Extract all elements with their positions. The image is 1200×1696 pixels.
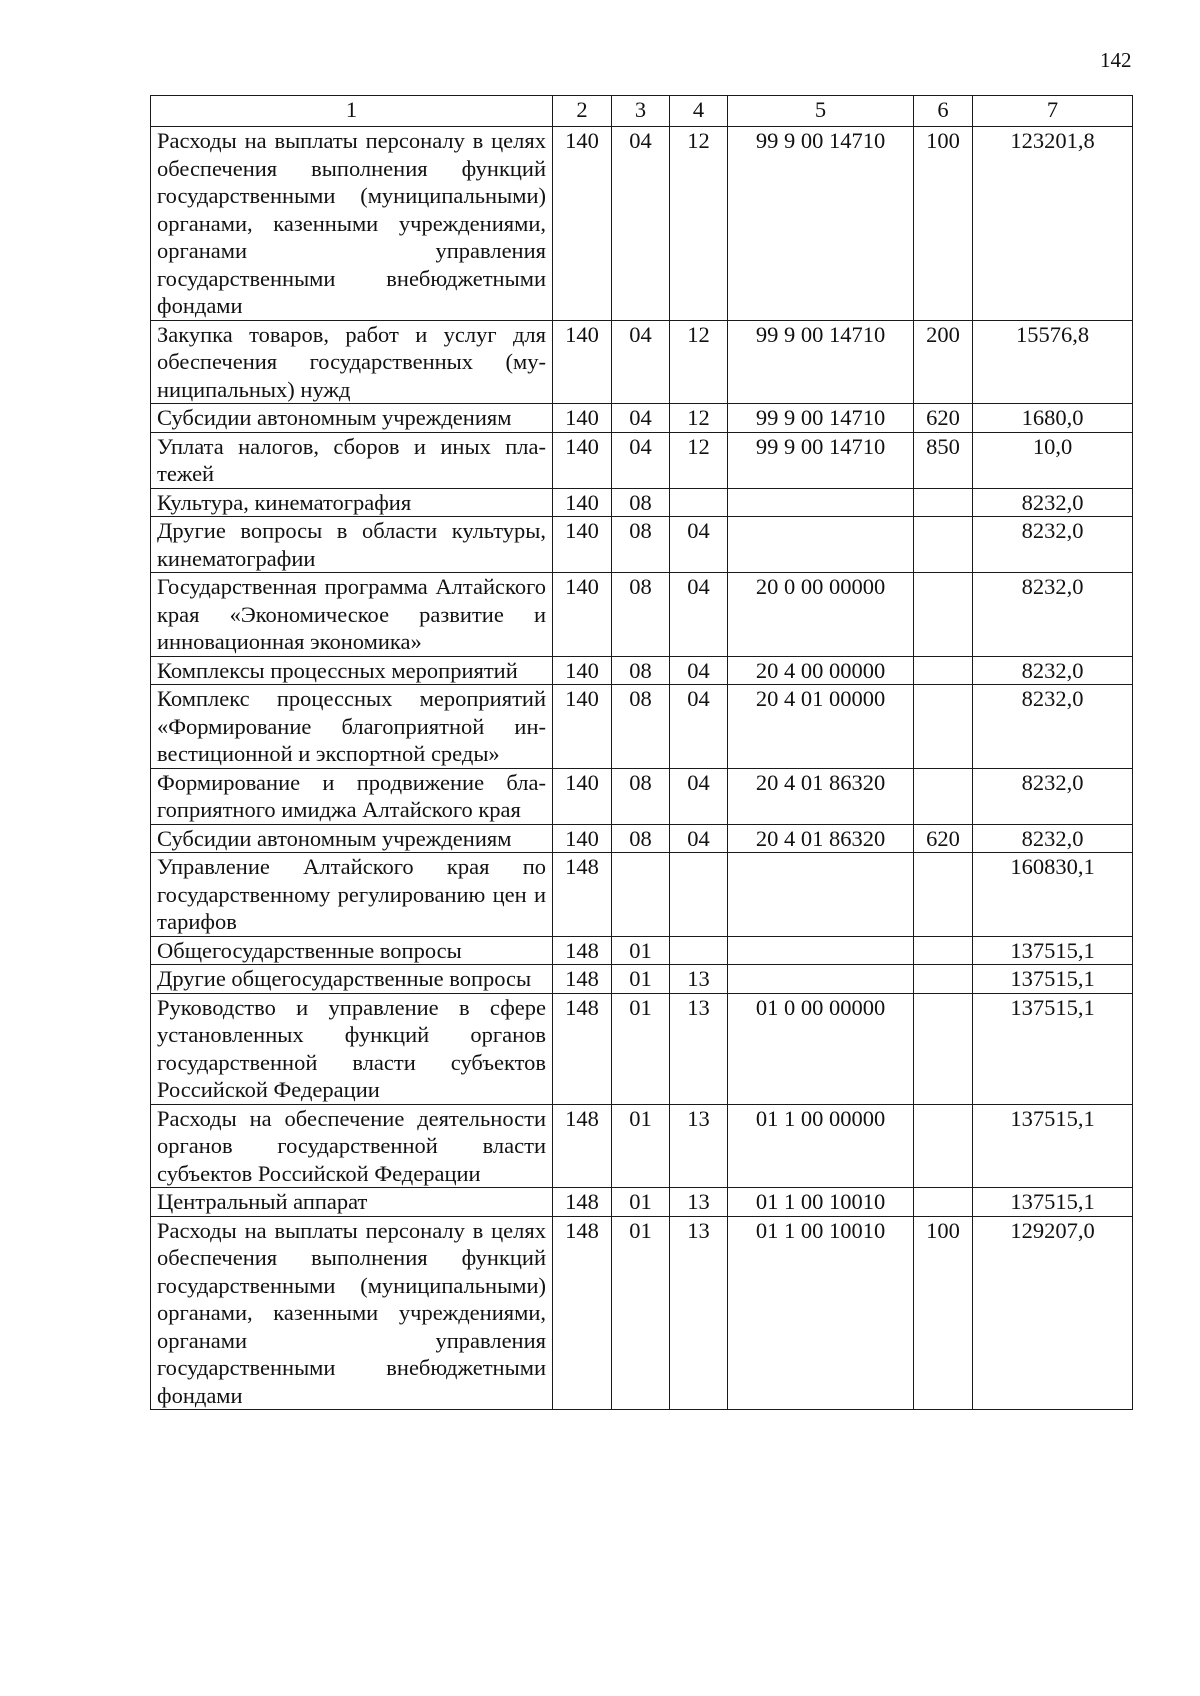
ministry-code: 140 [553,824,612,853]
target-article-code [728,853,914,937]
subsection-code: 12 [670,432,728,488]
ministry-code: 148 [553,1216,612,1410]
target-article-code: 20 4 00 00000 [728,656,914,685]
item-name: Управление Алтайского края по государственному регулированию цен и тарифов [151,853,553,937]
expense-type-code [914,965,973,994]
item-name: Закупка товаров, работ и услуг для обеспечения государственных (муниципальных) нужд [151,320,553,404]
expense-type-code [914,685,973,769]
subsection-code: 13 [670,993,728,1104]
section-code: 01 [612,965,670,994]
column-header: 2 [553,96,612,127]
item-name: Субсидии автономным учреждениям [151,404,553,433]
section-code: 08 [612,517,670,573]
subsection-code: 04 [670,573,728,657]
expense-type-code [914,993,973,1104]
amount-value: 137515,1 [973,936,1133,965]
subsection-code [670,853,728,937]
item-name: Расходы на выплаты персоналу в целях обеспечения выполнения функций государственными (муниципальными) органами, казенными учреждениями, органами управления государственными внебюджетными фондами [151,1216,553,1410]
ministry-code: 148 [553,993,612,1104]
subsection-code [670,936,728,965]
table-body [151,127,1133,1410]
section-code: 01 [612,1188,670,1217]
expense-type-code: 200 [914,320,973,404]
amount-value: 8232,0 [973,824,1133,853]
target-article-code: 01 1 00 10010 [728,1216,914,1410]
item-name: Формирование и продвижение благоприятного имиджа Алтайского края [151,768,553,824]
ministry-code: 140 [553,685,612,769]
budget-table [150,95,1133,1410]
table-row [151,768,1133,824]
target-article-code: 20 4 01 86320 [728,824,914,853]
expense-type-code [914,488,973,517]
item-name: Другие общегосударственные вопросы [151,965,553,994]
section-code [612,853,670,937]
header-row [151,96,1133,127]
amount-value: 8232,0 [973,656,1133,685]
table-row [151,488,1133,517]
ministry-code: 140 [553,517,612,573]
ministry-code: 140 [553,127,612,321]
section-code: 08 [612,573,670,657]
expense-type-code: 100 [914,127,973,321]
target-article-code: 01 1 00 10010 [728,1188,914,1217]
expense-type-code: 620 [914,824,973,853]
amount-value: 8232,0 [973,488,1133,517]
expense-type-code: 620 [914,404,973,433]
subsection-code: 13 [670,1104,728,1188]
item-name: Расходы на обеспечение деятельности органов государственной власти субъектов Российской Федерации [151,1104,553,1188]
page-number: 142 [1100,48,1132,72]
column-header: 7 [973,96,1133,127]
section-code: 01 [612,993,670,1104]
subsection-code: 13 [670,1188,728,1217]
target-article-code: 99 9 00 14710 [728,404,914,433]
amount-value: 8232,0 [973,685,1133,769]
item-name: Государственная программа Алтайского края «Экономическое развитие и инновационная экономика» [151,573,553,657]
table-row [151,1104,1133,1188]
target-article-code [728,517,914,573]
item-name: Комплексы процессных мероприятий [151,656,553,685]
section-code: 01 [612,1216,670,1410]
amount-value: 137515,1 [973,1188,1133,1217]
subsection-code: 13 [670,1216,728,1410]
subsection-code: 04 [670,768,728,824]
item-name: Расходы на выплаты персоналу в целях обеспечения выполнения функций государственными (муниципальными) органами, казенными учреждениями, органами управления государственными внебюджетными фондами [151,127,553,321]
section-code: 08 [612,685,670,769]
subsection-code: 04 [670,517,728,573]
table-row [151,993,1133,1104]
amount-value: 1680,0 [973,404,1133,433]
table-row [151,573,1133,657]
ministry-code: 148 [553,965,612,994]
target-article-code: 01 1 00 00000 [728,1104,914,1188]
ministry-code: 140 [553,768,612,824]
table-row [151,320,1133,404]
table-row [151,1216,1133,1410]
table-row [151,936,1133,965]
section-code: 08 [612,656,670,685]
subsection-code: 04 [670,824,728,853]
subsection-code: 12 [670,320,728,404]
item-name: Общегосударственные вопросы [151,936,553,965]
amount-value: 137515,1 [973,965,1133,994]
amount-value: 15576,8 [973,320,1133,404]
amount-value: 8232,0 [973,573,1133,657]
column-header: 5 [728,96,914,127]
table-row [151,1188,1133,1217]
expense-type-code [914,936,973,965]
ministry-code: 140 [553,404,612,433]
item-name: Комплекс процессных мероприятий «Формирование благоприятной инвестиционной и экспортной среды» [151,685,553,769]
ministry-code: 140 [553,656,612,685]
table-row [151,127,1133,321]
expense-type-code [914,517,973,573]
section-code: 04 [612,432,670,488]
amount-value: 8232,0 [973,768,1133,824]
amount-value: 129207,0 [973,1216,1133,1410]
section-code: 08 [612,488,670,517]
subsection-code: 12 [670,404,728,433]
column-header: 1 [151,96,553,127]
subsection-code: 04 [670,685,728,769]
ministry-code: 148 [553,1188,612,1217]
expense-type-code [914,656,973,685]
ministry-code: 148 [553,1104,612,1188]
table-row [151,965,1133,994]
expense-type-code [914,768,973,824]
expense-type-code [914,853,973,937]
table-row [151,656,1133,685]
expense-type-code: 100 [914,1216,973,1410]
expense-type-code: 850 [914,432,973,488]
table-row [151,685,1133,769]
amount-value: 160830,1 [973,853,1133,937]
subsection-code [670,488,728,517]
table-row [151,517,1133,573]
expense-type-code [914,573,973,657]
section-code: 08 [612,768,670,824]
target-article-code: 20 0 00 00000 [728,573,914,657]
section-code: 01 [612,936,670,965]
item-name: Другие вопросы в области культуры, кинематографии [151,517,553,573]
target-article-code [728,488,914,517]
ministry-code: 148 [553,936,612,965]
ministry-code: 140 [553,488,612,517]
table-row [151,404,1133,433]
target-article-code: 20 4 01 86320 [728,768,914,824]
target-article-code: 20 4 01 00000 [728,685,914,769]
section-code: 08 [612,824,670,853]
section-code: 04 [612,320,670,404]
amount-value: 137515,1 [973,993,1133,1104]
item-name: Уплата налогов, сборов и иных платежей [151,432,553,488]
subsection-code: 04 [670,656,728,685]
target-article-code: 99 9 00 14710 [728,320,914,404]
item-name: Руководство и управление в сфере установленных функций органов государственной власти субъектов Российской Федерации [151,993,553,1104]
section-code: 04 [612,127,670,321]
target-article-code: 99 9 00 14710 [728,432,914,488]
ministry-code: 148 [553,853,612,937]
subsection-code: 13 [670,965,728,994]
target-article-code [728,965,914,994]
ministry-code: 140 [553,320,612,404]
ministry-code: 140 [553,432,612,488]
amount-value: 8232,0 [973,517,1133,573]
column-header: 4 [670,96,728,127]
ministry-code: 140 [553,573,612,657]
amount-value: 10,0 [973,432,1133,488]
section-code: 01 [612,1104,670,1188]
expense-type-code [914,1188,973,1217]
section-code: 04 [612,404,670,433]
item-name: Культура, кинематография [151,488,553,517]
column-header: 3 [612,96,670,127]
table-row [151,432,1133,488]
target-article-code [728,936,914,965]
subsection-code: 12 [670,127,728,321]
target-article-code: 01 0 00 00000 [728,993,914,1104]
amount-value: 123201,8 [973,127,1133,321]
item-name: Центральный аппарат [151,1188,553,1217]
table-row [151,853,1133,937]
target-article-code: 99 9 00 14710 [728,127,914,321]
item-name: Субсидии автономным учреждениям [151,824,553,853]
amount-value: 137515,1 [973,1104,1133,1188]
table-row [151,824,1133,853]
column-header: 6 [914,96,973,127]
expense-type-code [914,1104,973,1188]
